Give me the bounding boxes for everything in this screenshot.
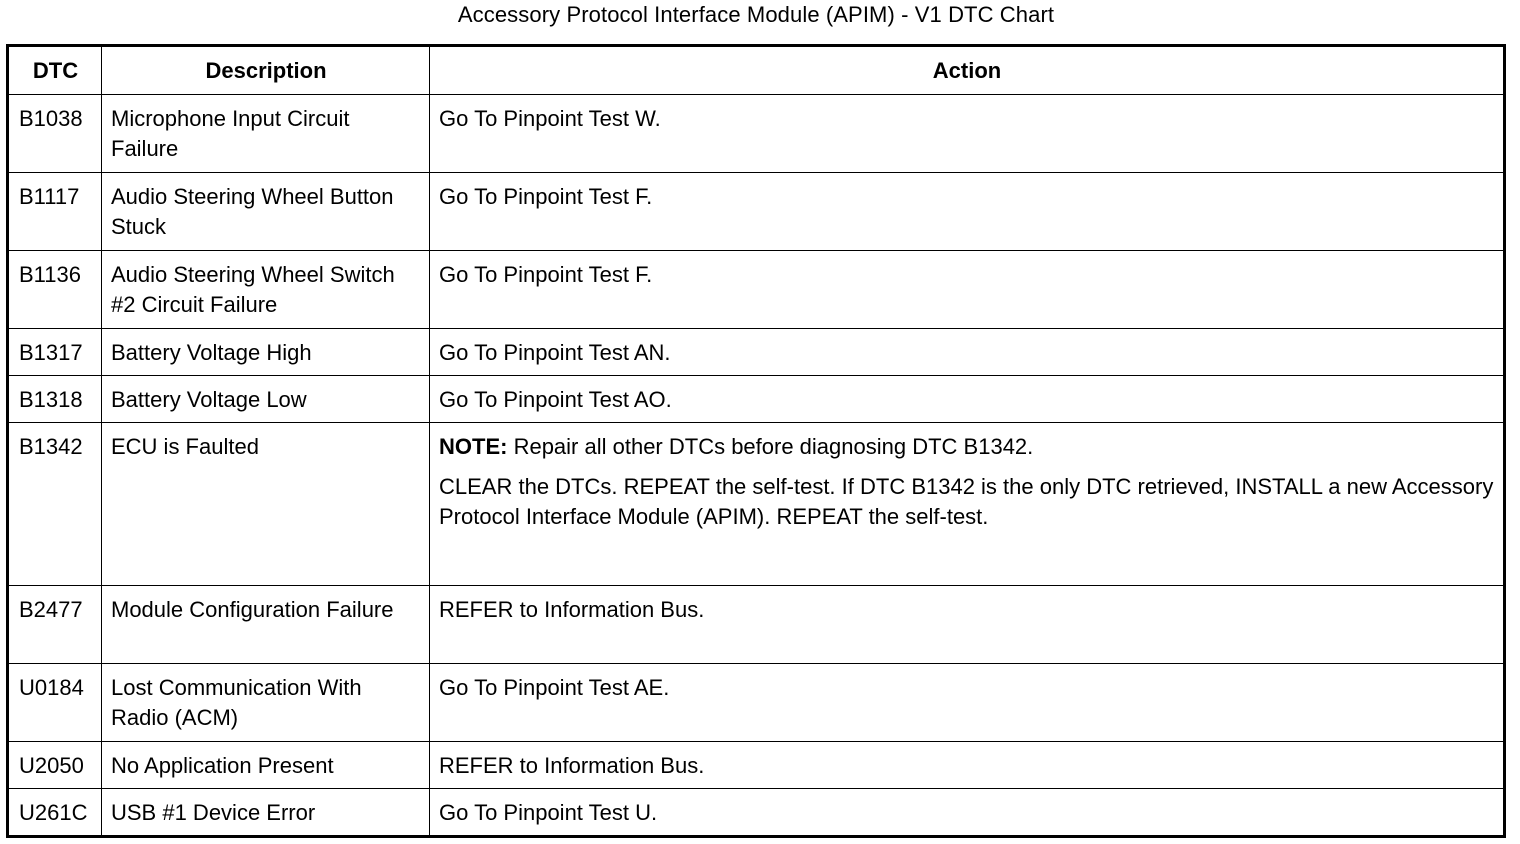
dtc-action: Go To Pinpoint Test F. [430, 251, 1505, 329]
dtc-code: B1117 [8, 173, 102, 251]
table-row [8, 173, 1505, 251]
dtc-action: Go To Pinpoint Test AN. [430, 329, 1505, 376]
dtc-action: REFER to Information Bus. [430, 586, 1505, 664]
dtc-description: Microphone Input Circuit Failure [102, 95, 430, 173]
note-paragraph [439, 432, 1495, 462]
dtc-code: B1318 [8, 376, 102, 423]
dtc-description: Battery Voltage High [102, 329, 430, 376]
header-description: Description [102, 46, 430, 95]
dtc-description: Lost Communication With Radio (ACM) [102, 664, 430, 742]
table-row [8, 742, 1505, 789]
dtc-action: Go To Pinpoint Test F. [430, 173, 1505, 251]
table-row [8, 329, 1505, 376]
table-row [8, 586, 1505, 664]
dtc-description: USB #1 Device Error [102, 789, 430, 837]
dtc-code: B2477 [8, 586, 102, 664]
dtc-action: Go To Pinpoint Test AE. [430, 664, 1505, 742]
action-paragraph: CLEAR the DTCs. REPEAT the self-test. If DTC B1342 is the only DTC retrieved, INSTALL a new Accessory Protocol Interface Module (APIM). REPEAT the self-test. [439, 474, 1494, 529]
dtc-action: Go To Pinpoint Test U. [430, 789, 1505, 837]
header-dtc: DTC [8, 46, 102, 95]
dtc-action: Go To Pinpoint Test W. [430, 95, 1505, 173]
dtc-description: Module Configuration Failure [102, 586, 430, 664]
dtc-action [430, 423, 1505, 586]
dtc-action: Go To Pinpoint Test AO. [430, 376, 1505, 423]
table-row [8, 423, 1505, 586]
dtc-table [6, 44, 1506, 838]
dtc-code: U0184 [8, 664, 102, 742]
dtc-code: B1136 [8, 251, 102, 329]
note-text: Repair all other DTCs before diagnosing DTC B1342. [507, 434, 1034, 459]
table-header-row [8, 46, 1505, 95]
dtc-action: REFER to Information Bus. [430, 742, 1505, 789]
table-row [8, 376, 1505, 423]
dtc-description: No Application Present [102, 742, 430, 789]
note-label: NOTE: [439, 434, 508, 459]
dtc-code: U2050 [8, 742, 102, 789]
table-row [8, 251, 1505, 329]
dtc-description: Audio Steering Wheel Button Stuck [102, 173, 430, 251]
table-row [8, 95, 1505, 173]
dtc-code: U261C [8, 789, 102, 837]
dtc-code: B1317 [8, 329, 102, 376]
dtc-description: Battery Voltage Low [102, 376, 430, 423]
table-row [8, 664, 1505, 742]
dtc-code: B1342 [8, 423, 102, 586]
chart-title: Accessory Protocol Interface Module (APIM) - V1 DTC Chart [457, 2, 1055, 27]
dtc-code: B1038 [8, 95, 102, 173]
dtc-description: ECU is Faulted [102, 423, 430, 586]
dtc-description: Audio Steering Wheel Switch #2 Circuit Failure [102, 251, 430, 329]
table-row [8, 789, 1505, 837]
header-action: Action [430, 46, 1505, 95]
